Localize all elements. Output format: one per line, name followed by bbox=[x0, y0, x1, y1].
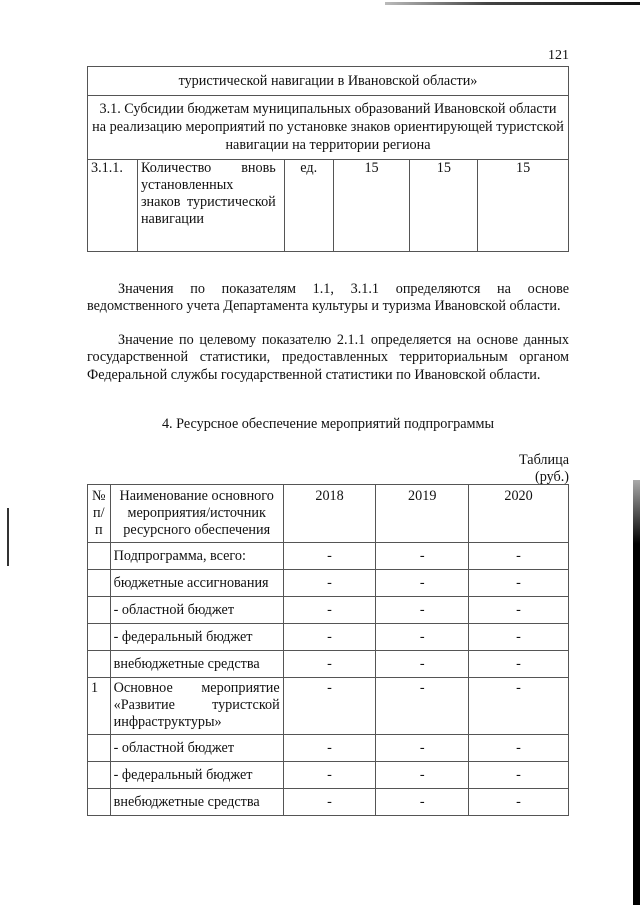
section-cell: 3.1. Субсидии бюджетам муниципальных образований Ивановской области на реализацию мероприятий по установке знаков ориентирующей туристской навигации на территории региона bbox=[88, 96, 569, 160]
row-value-2019: - bbox=[376, 735, 469, 762]
page-number: 121 bbox=[548, 48, 569, 63]
row-value-2018: - bbox=[283, 651, 376, 678]
scan-artifact-top bbox=[385, 2, 640, 5]
indicator-name: Количество вновь установленных знаков туристической навигации bbox=[137, 160, 284, 252]
row-value-2018: - bbox=[283, 624, 376, 651]
row-number bbox=[88, 789, 111, 816]
table-row bbox=[88, 597, 569, 624]
paragraph-target-source: Значение по целевому показателю 2.1.1 определяется на основе данных государственной статистики, предоставленных территориальным органом Федеральной службы государственной статистики по Ивановской области. bbox=[87, 332, 569, 383]
paragraph-indicators-source: Значения по показателям 1.1, 3.1.1 определяются на основе ведомственного учета Департамента культуры и туризма Ивановской области. bbox=[87, 281, 569, 315]
row-value-2019: - bbox=[376, 570, 469, 597]
table-row bbox=[88, 624, 569, 651]
row-name: внебюджетные средства bbox=[110, 789, 283, 816]
indicator-number: 3.1.1. bbox=[88, 160, 138, 252]
header-year-2020: 2020 bbox=[469, 485, 569, 543]
row-name: внебюджетные средства bbox=[110, 651, 283, 678]
table-row bbox=[88, 570, 569, 597]
scan-artifact-left bbox=[7, 508, 9, 566]
indicator-unit: ед. bbox=[284, 160, 333, 252]
table-caption-unit: (руб.) bbox=[534, 469, 569, 485]
table-row-section bbox=[88, 96, 569, 160]
row-value-2018: - bbox=[283, 762, 376, 789]
table-row-continuation bbox=[88, 67, 569, 96]
row-value-2018: - bbox=[283, 597, 376, 624]
row-number: 1 bbox=[88, 678, 111, 735]
row-value-2019: - bbox=[376, 678, 469, 735]
row-value-2019: - bbox=[376, 624, 469, 651]
row-value-2020: - bbox=[469, 597, 569, 624]
row-value-2018: - bbox=[283, 543, 376, 570]
row-value-2018: - bbox=[283, 789, 376, 816]
row-value-2020: - bbox=[469, 735, 569, 762]
scan-artifact-right bbox=[633, 480, 640, 905]
row-number bbox=[88, 651, 111, 678]
indicator-table bbox=[87, 66, 569, 252]
table-row bbox=[88, 678, 569, 735]
row-number bbox=[88, 597, 111, 624]
row-value-2020: - bbox=[469, 762, 569, 789]
row-name: Подпрограмма, всего: bbox=[110, 543, 283, 570]
indicator-value-2: 15 bbox=[410, 160, 478, 252]
header-name: Наименование основного мероприятия/источник ресурсного обеспечения bbox=[110, 485, 283, 543]
table-row bbox=[88, 789, 569, 816]
header-number: № п/п bbox=[88, 485, 111, 543]
row-name: - федеральный бюджет bbox=[110, 624, 283, 651]
row-name: - областной бюджет bbox=[110, 597, 283, 624]
table-row bbox=[88, 651, 569, 678]
header-year-2019: 2019 bbox=[376, 485, 469, 543]
row-value-2018: - bbox=[283, 678, 376, 735]
table-row bbox=[88, 735, 569, 762]
table-row bbox=[88, 160, 569, 252]
row-name: - областной бюджет bbox=[110, 735, 283, 762]
row-value-2019: - bbox=[376, 789, 469, 816]
table-row bbox=[88, 762, 569, 789]
row-number bbox=[88, 762, 111, 789]
table-header-row bbox=[88, 485, 569, 543]
row-name: бюджетные ассигнования bbox=[110, 570, 283, 597]
row-value-2019: - bbox=[376, 543, 469, 570]
row-value-2020: - bbox=[469, 789, 569, 816]
row-value-2020: - bbox=[469, 543, 569, 570]
row-name: Основное мероприятие «Развитие туристской инфраструктуры» bbox=[110, 678, 283, 735]
section-title: 4. Ресурсное обеспечение мероприятий подпрограммы bbox=[161, 416, 495, 432]
indicator-value-1: 15 bbox=[333, 160, 410, 252]
header-year-2018: 2018 bbox=[283, 485, 376, 543]
row-number bbox=[88, 570, 111, 597]
row-name: - федеральный бюджет bbox=[110, 762, 283, 789]
table-caption bbox=[480, 452, 569, 486]
row-number bbox=[88, 624, 111, 651]
row-value-2018: - bbox=[283, 570, 376, 597]
resource-table bbox=[87, 484, 569, 816]
table-row bbox=[88, 543, 569, 570]
continuation-cell: туристической навигации в Ивановской области» bbox=[88, 67, 569, 96]
row-number bbox=[88, 543, 111, 570]
row-number bbox=[88, 735, 111, 762]
row-value-2020: - bbox=[469, 678, 569, 735]
row-value-2019: - bbox=[376, 651, 469, 678]
row-value-2018: - bbox=[283, 735, 376, 762]
indicator-value-3: 15 bbox=[478, 160, 569, 252]
row-value-2019: - bbox=[376, 762, 469, 789]
row-value-2020: - bbox=[469, 570, 569, 597]
row-value-2020: - bbox=[469, 624, 569, 651]
row-value-2020: - bbox=[469, 651, 569, 678]
row-value-2019: - bbox=[376, 597, 469, 624]
table-caption-label: Таблица bbox=[518, 452, 569, 468]
